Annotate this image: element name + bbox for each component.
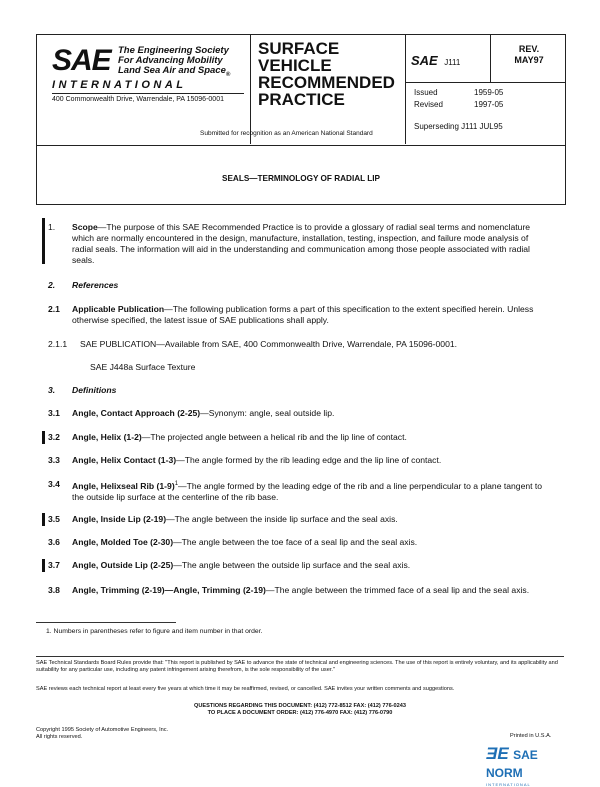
reference-j448a: SAE J448a Surface Texture	[90, 362, 196, 372]
definition: Angle, Helixseal Rib $(1-9)^1—The$ angle formed by the leading edge of the rib and a line perpendicular to a plane tangent to the outside lip surface at the centerline of the rib base.	[72, 480, 543, 502]
revision-bar	[42, 559, 45, 572]
revision-bar	[42, 431, 45, 444]
footnote-rule	[36, 622, 176, 623]
definition: Angle, Helix Contact (1-3)—The angle formed by the rib leading edge and the lip line of contact.	[72, 455, 442, 465]
copyright: Copyright 1995 Society of Automotive Engineers, Inc. All rights reserved.	[36, 727, 169, 740]
def-number: 3.1	[48, 408, 60, 418]
sae-norm-stamp	[486, 744, 576, 787]
header-divider-1	[250, 34, 251, 144]
superseding: Superseding J111 JUL95	[414, 122, 503, 131]
revision-bar	[42, 513, 45, 526]
footer-disclaimer: SAE Technical Standards Board Rules provide that: "This report is published by SAE to advance the state of technical and engineering sciences. The use of this report is entirely voluntary, and its applicability and suitability for any particular use, including any patent infringement arising therefrom, is the sole responsibility of the user."	[36, 660, 558, 673]
def-number: 3.3	[48, 455, 60, 465]
stamp-logo-icon: ƎE	[486, 744, 509, 763]
applicable-publication: Applicable Publication—The following publication forms a part of this specification to the extent specified herein. Unless otherwise specified, the latest issue of SAE publications shall apply.	[72, 304, 534, 325]
definition: Angle, Contact Approach (2-25)—Synonym: angle, seal outside lip.	[72, 408, 335, 418]
section-number: 2.1	[48, 304, 60, 314]
sae-publication: SAE PUBLICATION—Available from SAE, 400 Commonwealth Drive, Warrendale, PA 15096-0001.	[80, 339, 458, 349]
definition: Angle, Molded Toe (2-30)—The angle between the toe face of a seal lip and the seal axis.	[72, 537, 418, 547]
section-number: 2.1.1	[48, 339, 68, 349]
def-number: 3.8	[48, 585, 60, 595]
definition: Angle, Helix (1-2)—The projected angle between a helical rib and the lip line of contact.	[72, 432, 407, 442]
section-number: 2.	[48, 280, 56, 290]
header-divider-3	[490, 34, 491, 82]
section-number: 3.	[48, 385, 56, 395]
section-title: References	[72, 280, 119, 290]
document-title: SEALS—TERMINOLOGY OF RADIAL LIP	[222, 174, 380, 183]
footer-rule	[36, 656, 564, 657]
submitted-note: Submitted for recognition as an American National Standard	[200, 130, 373, 137]
address: 400 Commonwealth Drive, Warrendale, PA 15096-0001	[52, 96, 224, 103]
footnote: 1. Numbers in parentheses refer to figure and item number in that order.	[46, 628, 263, 635]
header-divider-4	[405, 82, 565, 83]
doc-type: SURFACE VEHICLE RECOMMENDED PRACTICE	[258, 39, 395, 109]
definition: Angle, Trimming (2-19)—Angle, Trimming (2-19)—The angle between the trimmed face of a seal lip and the seal axis.	[72, 585, 530, 595]
issue-dates: Issued 1959-05 Revised 1997-05	[414, 88, 504, 109]
definition: Angle, Inside Lip (2-19)—The angle between the inside lip surface and the seal axis.	[72, 514, 398, 524]
section-number: 1.	[48, 222, 56, 232]
scope-paragraph: Scope—The purpose of this SAE Recommended Practice is to provide a glossary of radial seal terms and nomenclature which are normally encountered in the design, manufacture, installation, testing, inspection, and failure mode analysis of radial seals. The information will aid in the understanding and communication among those people associated with radial seals.	[72, 222, 531, 265]
doc-number: SAE J111	[411, 53, 461, 68]
footer-questions: QUESTIONS REGARDING THIS DOCUMENT: (412) 772-8512 FAX: (412) 776-0243	[193, 703, 406, 709]
footer-review: SAE reviews each technical report at least every five years at which time it may be reaffirmed, revised, or cancelled. SAE invites your written comments and suggestions.	[36, 686, 455, 692]
revision-bar	[42, 218, 45, 264]
def-number: 3.4	[48, 479, 60, 489]
printed-in: Printed in U.S.A.	[510, 733, 552, 739]
revision: REV. MAY97	[514, 44, 544, 65]
stamp-text: SAE NORM	[486, 748, 538, 780]
international-label: INTERNATIONAL	[52, 79, 187, 91]
sae-logo: SAE	[52, 44, 111, 77]
def-number: 3.5	[48, 514, 60, 524]
tagline: The Engineering Society For Advancing Mobility Land Sea Air and Space$_®$	[118, 45, 231, 78]
definition: Angle, Outside Lip (2-25)—The angle between the outside lip surface and the seal axis.	[72, 560, 411, 570]
def-number: 3.7	[48, 560, 60, 570]
logo-underline	[52, 93, 244, 94]
section-title: Definitions	[72, 385, 117, 395]
stamp-subtext: INTERNATIONAL	[486, 782, 531, 787]
def-number: 3.6	[48, 537, 60, 547]
footer-order: TO PLACE A DOCUMENT ORDER: (412) 776-4970 FAX: (412) 776-0790	[207, 710, 393, 716]
header-divider-2	[405, 34, 406, 144]
def-number: 3.2	[48, 432, 60, 442]
